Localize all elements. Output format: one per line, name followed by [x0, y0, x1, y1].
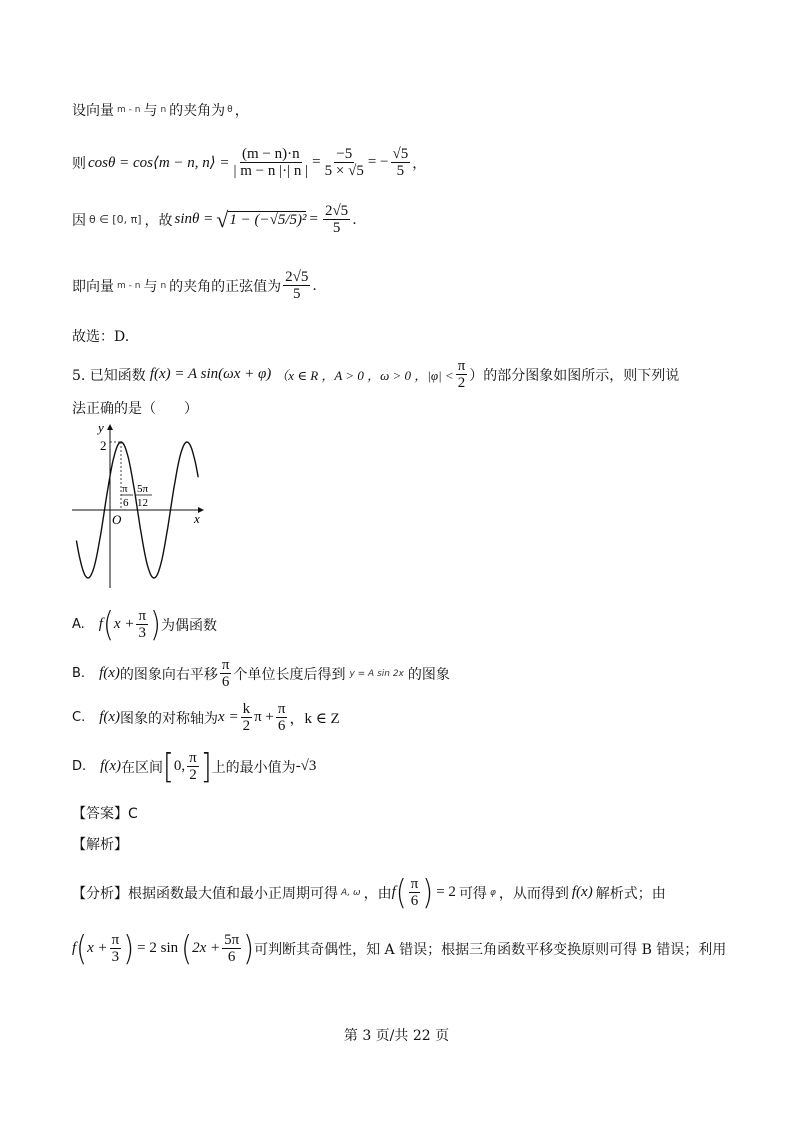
denominator: 5 [396, 163, 405, 179]
option-text: 个单位长度后得到 [233, 666, 346, 683]
denominator: 6 [221, 674, 230, 690]
option-text: 在区间 [120, 759, 163, 776]
denominator: 3 [111, 949, 120, 965]
conditions: （x ∈ R ，A > 0 ，ω > 0 ，|φ| < [275, 368, 454, 383]
vector-expr: m - n [117, 280, 141, 291]
text: 故选：D. [72, 329, 130, 345]
option-label: D. [72, 759, 87, 774]
analysis-text: 解析式；由 [595, 885, 666, 902]
line-choice [72, 326, 129, 346]
function-expr: f(x) [100, 758, 121, 774]
expr: x + [113, 616, 135, 632]
theta-range: θ ∈ [0, π] [89, 213, 142, 226]
x-label: x [194, 511, 200, 526]
question-text: 5. 已知函数 [72, 367, 146, 384]
analysis-line-1: 【分析】 根据函数最大值和最小正周期可得 A, ω ，由 f ( $\frac{\pi}{6}$ ) = 2 可得 φ ，从而得到 f(x) 解析式；由 [72, 872, 666, 912]
text: 则 [72, 155, 86, 172]
tick1-den: 6 [123, 497, 129, 509]
vars: A, ω [341, 887, 361, 898]
min-value: -√3 [295, 758, 317, 774]
question-text: 法正确的是（ ） [72, 401, 198, 417]
option-text: 上的最小值为 [211, 759, 296, 776]
expr: 2x + [192, 940, 221, 956]
expr: π + [254, 709, 274, 725]
max-label: 2 [100, 438, 107, 453]
fraction [222, 932, 241, 965]
fraction [323, 203, 350, 236]
function-expr: f(x) [571, 884, 593, 900]
question-5-line2 [72, 398, 198, 418]
function-name: f [72, 940, 77, 956]
analysis-tag: 【解析】 [72, 837, 128, 853]
numerator: 2√5 [285, 269, 309, 285]
denominator: 5 [332, 220, 341, 236]
text: 因 [72, 212, 86, 229]
denominator: 6 [410, 893, 419, 909]
function-expr: f(x) = A sin(ωx + φ) [149, 366, 272, 382]
fraction [241, 701, 253, 734]
analysis-text: ，从而得到 [498, 885, 569, 902]
option-label: C. [72, 710, 86, 725]
expr: = 2 sin [137, 940, 179, 956]
denominator: 6 [227, 949, 236, 965]
denominator: 3 [138, 625, 146, 641]
analysis-heading [72, 834, 128, 854]
numerator: (m − n)·n [242, 146, 300, 162]
line-sin: 因 θ ∈ [0, π] ，故 sinθ = √ 1 − (−√5/5)² = $\frac{2√5}{5}$ . [72, 203, 357, 236]
option-c [72, 701, 340, 734]
text: 设向量 [72, 103, 114, 119]
text: 与 [143, 278, 158, 295]
text: ，故 [144, 212, 173, 229]
y-label: y [98, 420, 104, 435]
fraction [323, 146, 366, 179]
fraction [187, 750, 199, 783]
numerator: π [457, 358, 466, 374]
tick1-num: π [122, 483, 128, 495]
function-name: f [98, 616, 103, 632]
line-cos: 则 cosθ = cos⟨m − n, n⟩ = $\frac{(m - n)\cdot n}{| m - n |\cdot| n |}$ = $\frac{-5}{5 \times √5}$ = − $\frac{√5}{5}$ ， [72, 146, 427, 179]
option-b [72, 657, 450, 690]
fenxi-tag: 【分析】 [72, 885, 128, 902]
fraction [456, 358, 468, 391]
option-a: A. f ( x + $\frac{\pi}{3}$ ) 为偶函数 [72, 604, 217, 644]
text: 即向量 [72, 278, 114, 295]
analysis-text: 根据函数最大值和最小正周期可得 [128, 885, 338, 902]
text: 与 [143, 103, 158, 119]
page-footer: 第 3 页/共 22 页 [343, 1028, 450, 1044]
vector-expr: m - n [117, 105, 141, 115]
theta: θ [227, 105, 233, 115]
sine-graph [70, 420, 210, 590]
numerator: π [277, 701, 286, 717]
numerator: 5π [224, 932, 240, 948]
numerator: k [242, 701, 251, 717]
line-angle-def [72, 100, 249, 120]
expr: x = [218, 709, 239, 725]
vector-expr: n [160, 280, 167, 291]
option-text: 的图象 [407, 666, 450, 683]
fraction [136, 608, 148, 641]
function-expr: f(x) [99, 665, 120, 681]
text: . [312, 277, 317, 294]
numerator: −5 [336, 146, 353, 162]
fraction [220, 657, 232, 690]
fraction [276, 701, 288, 734]
y-axis-arrow [107, 424, 113, 430]
expr: = 2 [436, 884, 456, 900]
fraction [110, 932, 122, 965]
option-text: 图象的对称轴为 [120, 710, 219, 727]
denominator: 2 [189, 767, 197, 783]
denominator: 5 [293, 286, 301, 302]
text: 的夹角的正弦值为 [169, 278, 282, 295]
option-text: 的图象向右平移 [119, 666, 218, 683]
phi: φ [489, 887, 496, 898]
numerator: π [221, 657, 230, 673]
numerator: π [189, 750, 197, 766]
option-text: 为偶函数 [160, 617, 217, 634]
question-5 [72, 358, 679, 391]
tick2-den: 12 [137, 497, 148, 509]
sin-expr: sinθ = [174, 211, 214, 227]
tick2-num: 5π [137, 483, 149, 495]
option-label: A. [72, 617, 85, 632]
text: ， [234, 103, 249, 119]
line-sine-value [72, 269, 317, 302]
numerator: π [111, 932, 120, 948]
analysis-line-2: f ( x + $\frac{\pi}{3}$ ) = 2 sin ( 2x + $\frac{5\pi}{6}$ ) 可判断其奇偶性，知 A 错误；根据三角函数平移变换原则可得 B 错误；利用 [72, 928, 727, 968]
analysis-text: 可得 [458, 885, 487, 902]
function-name: f [391, 884, 396, 900]
numerator: π [410, 876, 419, 892]
denominator: 6 [277, 718, 286, 734]
expr: 0, [173, 758, 186, 774]
expr: x + [87, 940, 108, 956]
fraction [409, 876, 421, 909]
denominator: 2 [242, 718, 251, 734]
origin-label: O [112, 512, 122, 527]
fraction [391, 146, 411, 179]
text: 的夹角为 [169, 103, 226, 119]
denominator: 2 [457, 375, 466, 391]
option-d: D. f(x) 在区间 [ 0, $\frac{\pi}{2}$ ] 上的最小值为 -√3 [72, 746, 317, 786]
analysis-text: ，由 [363, 885, 392, 902]
vector-expr: n [160, 105, 167, 115]
answer-tag: 【答案】C [72, 806, 138, 822]
numerator: 2√5 [324, 203, 349, 219]
function-expr: f(x) [99, 709, 121, 725]
numerator: √5 [392, 146, 409, 162]
text: . [352, 211, 357, 228]
expr: ，k ∈ Z [289, 711, 340, 727]
cos-expr: cosθ = cos⟨m − n, n⟩ = [88, 155, 230, 171]
denominator: | m − n |·| n | [233, 163, 309, 179]
fraction [283, 269, 310, 302]
text: ， [412, 155, 427, 172]
option-label: B. [72, 666, 86, 681]
question-text: ）的部分图象如图所示，则下列说 [469, 367, 680, 384]
analysis-text: 可判断其奇偶性，知 A 错误；根据三角函数平移变换原则可得 B 错误；利用 [254, 941, 727, 958]
answer [72, 803, 138, 823]
numerator: π [138, 608, 147, 624]
sqrt-content: 1 − (−√5/5)² [229, 211, 307, 228]
equals: = [309, 211, 318, 227]
denominator: 5 × √5 [324, 163, 364, 179]
fraction [232, 146, 311, 179]
target-function: y = A sin 2x [349, 668, 404, 679]
